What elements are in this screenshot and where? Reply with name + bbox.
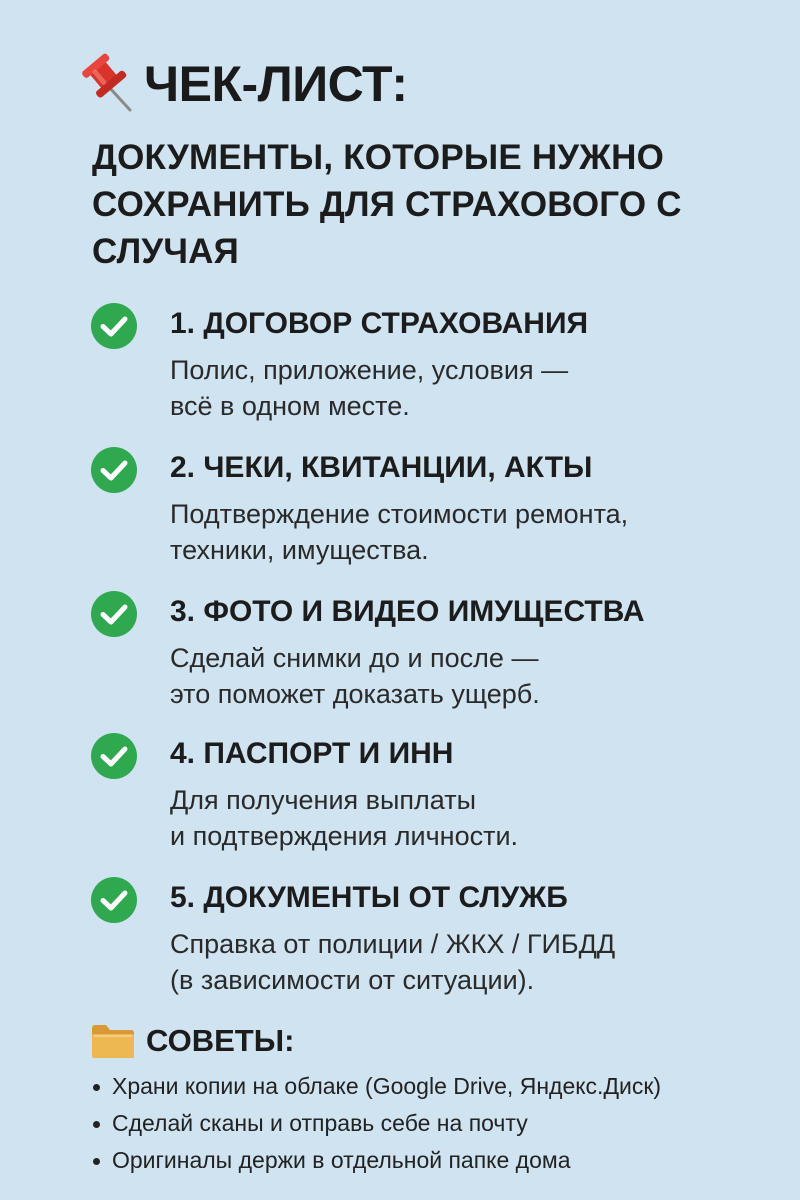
description-line: Полис, приложение, условия — (170, 355, 569, 385)
subtitle-line: СОХРАНИТЬ ДЛЯ СТРАХОВОГО С (92, 185, 682, 224)
title-row (78, 52, 408, 116)
tip-item: Оригиналы держи в отдельной папке дома (90, 1142, 780, 1179)
item-description (170, 640, 730, 712)
description-line: всё в одном месте. (170, 391, 410, 421)
item-description (170, 496, 730, 568)
description-line: (в зависимости от ситуации). (170, 965, 535, 995)
item-description (170, 782, 730, 854)
item-title: 3. ФОТО И ВИДЕО ИМУЩЕСТВА (170, 595, 645, 628)
tips-list (90, 1068, 780, 1179)
check-circle-icon (90, 732, 138, 780)
item-title: 4. ПАСПОРТ И ИНН (170, 737, 454, 770)
item-title: 1. ДОГОВОР СТРАХОВАНИЯ (170, 307, 589, 340)
subtitle-line: ДОКУМЕНТЫ, КОТОРЫЕ НУЖНО (92, 138, 665, 177)
tips-header (90, 1022, 294, 1060)
description-line: Справка от полиции / ЖКХ / ГИБДД (170, 929, 616, 959)
check-circle-icon (90, 302, 138, 350)
description-line: техники, имущества. (170, 535, 429, 565)
check-circle-icon (90, 590, 138, 638)
item-description (170, 926, 730, 998)
page-subtitle (92, 134, 752, 275)
page-title: ЧЕК-ЛИСТ: (144, 56, 408, 112)
subtitle-line: СЛУЧАЯ (92, 232, 239, 271)
tips-title: СОВЕТЫ: (146, 1023, 295, 1058)
pushpin-icon (78, 52, 142, 116)
description-line: Сделай снимки до и после — (170, 643, 539, 673)
description-line: Подтверждение стоимости ремонта, (170, 499, 629, 529)
check-circle-icon (90, 446, 138, 494)
item-description (170, 352, 730, 424)
item-title: 5. ДОКУМЕНТЫ ОТ СЛУЖБ (170, 881, 568, 914)
description-line: и подтверждения личности. (170, 821, 519, 851)
check-circle-icon (90, 876, 138, 924)
tip-item: Сделай сканы и отправь себе на почту (90, 1105, 780, 1142)
description-line: это поможет доказать ущерб. (170, 679, 540, 709)
description-line: Для получения выплаты (170, 785, 476, 815)
item-title: 2. ЧЕКИ, КВИТАНЦИИ, АКТЫ (170, 451, 593, 484)
tip-item: Храни копии на облаке (Google Drive, Яндекс.Диск) (90, 1068, 780, 1105)
folder-icon (90, 1022, 136, 1060)
